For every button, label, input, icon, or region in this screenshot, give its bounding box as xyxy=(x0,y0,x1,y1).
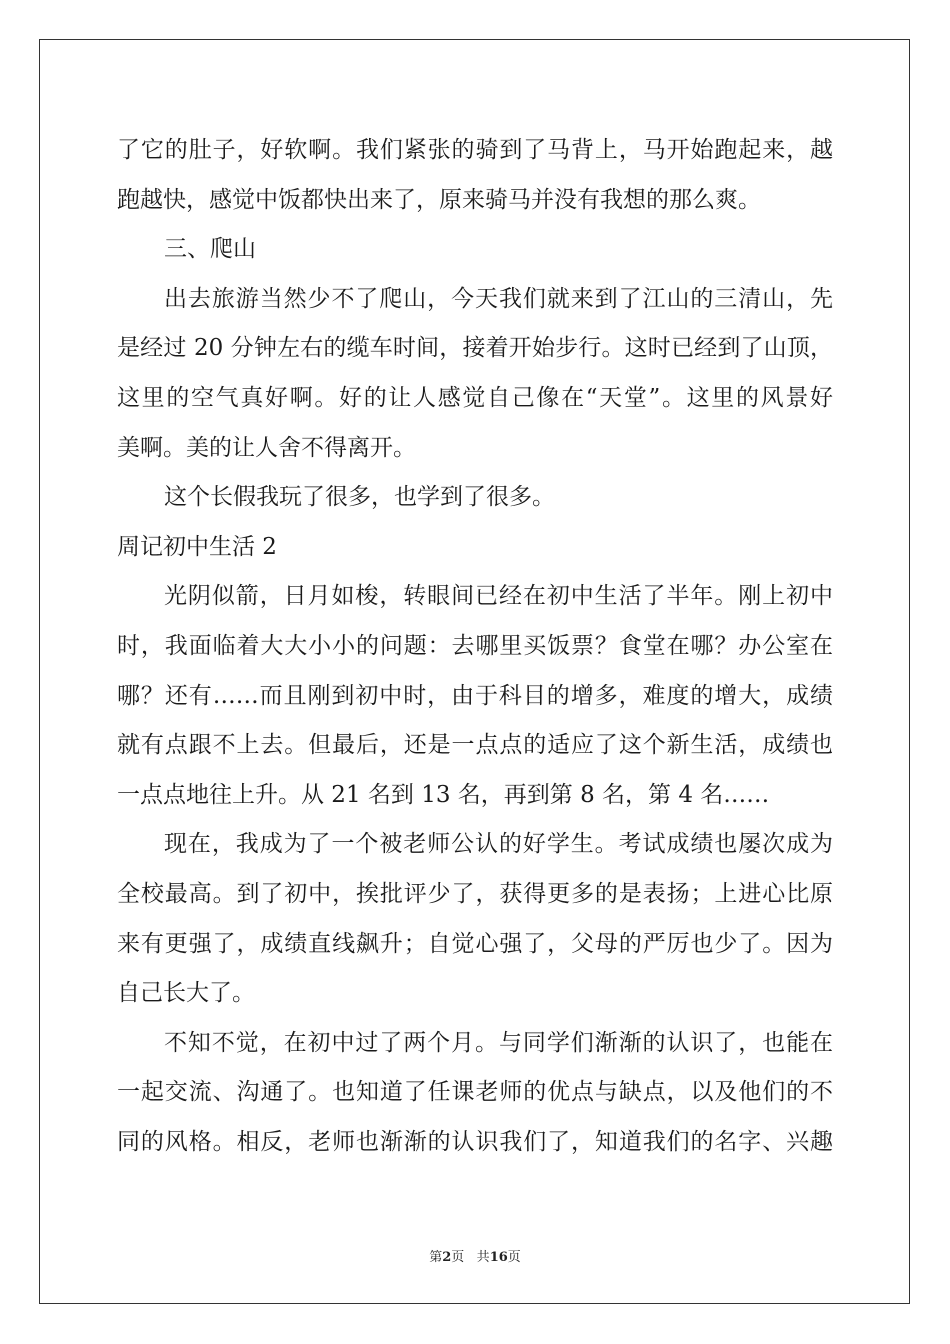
text-line: 光阴似箭，日月如梭，转眼间已经在初中生活了半年。刚上初中 xyxy=(164,583,833,610)
page-prefix: 第 xyxy=(429,1250,443,1265)
text-line: 是经过 20 分钟左右的缆车时间，接着开始步行。这时已经到了山顶， xyxy=(117,335,833,362)
text-line: 时，我面临着大大小小的问题：去哪里买饭票？食堂在哪？办公室在 xyxy=(117,632,833,659)
text-line: 不知不觉，在初中过了两个月。与同学们渐渐的认识了，也能在 xyxy=(164,1029,833,1056)
page-number: 2 xyxy=(442,1250,452,1265)
total-suffix: 页 xyxy=(507,1250,521,1265)
text-line: 出去旅游当然少不了爬山，今天我们就来到了江山的三清山，先 xyxy=(164,285,833,312)
text-line: 一起交流、沟通了。也知道了任课老师的优点与缺点，以及他们的不 xyxy=(117,1079,833,1106)
text-line: 周记初中生活 2 xyxy=(117,533,277,560)
text-line: 来有更强了，成绩直线飙升；自觉心强了，父母的严厉也少了。因为 xyxy=(117,930,833,957)
text-line: 哪？还有……而且刚到初中时，由于科目的增多，难度的增大，成绩 xyxy=(117,682,833,709)
total-pages: 16 xyxy=(489,1250,508,1265)
text-line: 这里的空气真好啊。好的让人感觉自己像在“天堂”。这里的风景好 xyxy=(117,384,833,411)
text-line: 美啊。美的让人舍不得离开。 xyxy=(117,434,416,461)
document-body xyxy=(117,126,833,1167)
total-prefix: 共 xyxy=(476,1250,490,1265)
text-line: 这个长假我玩了很多，也学到了很多。 xyxy=(164,484,555,511)
text-line: 跑越快，感觉中饭都快出来了，原来骑马并没有我想的那么爽。 xyxy=(117,186,761,213)
text-line: 自己长大了。 xyxy=(117,980,255,1007)
text-line: 同的风格。相反，老师也渐渐的认识我们了，知道我们的名字、兴趣 xyxy=(117,1128,833,1155)
text-line: 全校最高。到了初中，挨批评少了，获得更多的是表扬；上进心比原 xyxy=(117,880,833,907)
page-suffix: 页 xyxy=(451,1250,465,1265)
text-line: 三、爬山 xyxy=(164,236,256,263)
text-line: 现在，我成为了一个被老师公认的好学生。考试成绩也屡次成为 xyxy=(164,831,833,858)
text-line: 了它的肚子，好软啊。我们紧张的骑到了马背上，马开始跑起来，越 xyxy=(117,137,833,163)
text-line: 就有点跟不上去。但最后，还是一点点的适应了这个新生活，成绩也 xyxy=(117,732,833,759)
page-footer xyxy=(0,1246,950,1265)
text-line: 一点点地往上升。从 21 名到 13 名，再到第 8 名，第 4 名…… xyxy=(117,781,770,808)
